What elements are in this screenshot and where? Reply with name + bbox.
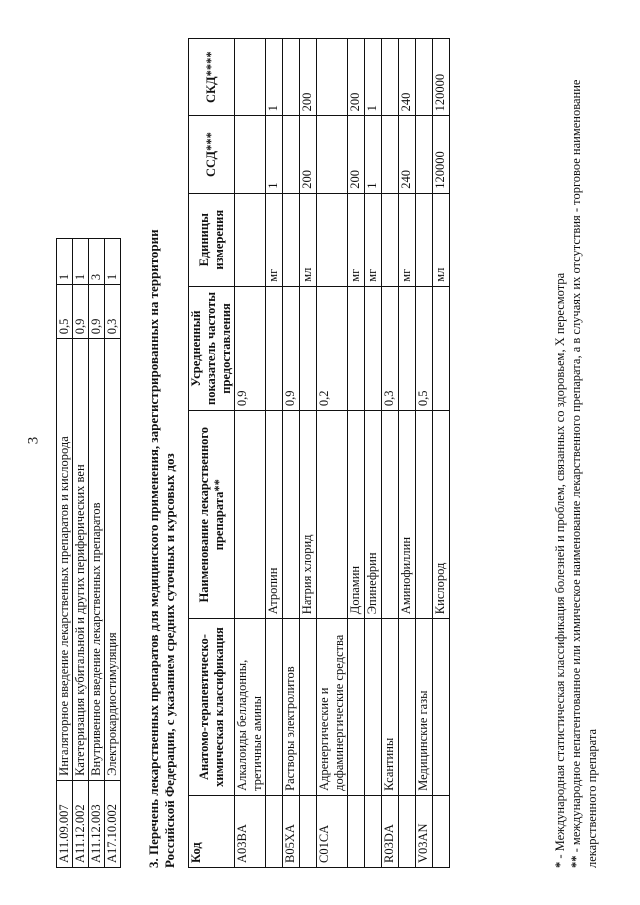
group-skd-empty	[317, 39, 348, 116]
drug-unit: мг	[266, 193, 283, 286]
header-code: Код	[189, 795, 235, 867]
group-drug-empty	[235, 411, 266, 619]
group-skd-empty	[283, 39, 300, 116]
drug-code-empty	[365, 795, 382, 867]
group-skd-empty	[235, 39, 266, 116]
service-frequency: 0,5	[57, 285, 73, 339]
service-row	[105, 239, 121, 868]
drug-name: Допамин	[348, 411, 365, 619]
drug-group-row	[317, 39, 348, 868]
drug-skd: 1	[266, 39, 283, 116]
group-code: R03DA	[382, 795, 399, 867]
drug-atc-empty	[433, 619, 450, 796]
group-frequency: 0,9	[283, 286, 300, 410]
group-code: C01CA	[317, 795, 348, 867]
footnote	[568, 48, 600, 868]
group-ssd-empty	[317, 116, 348, 193]
drugs-table	[188, 38, 450, 868]
drug-skd: 120000	[433, 39, 450, 116]
drugs-table-header-row	[189, 39, 235, 868]
drug-group-row	[235, 39, 266, 868]
drug-unit: мл	[433, 193, 450, 286]
drug-ssd: 240	[399, 116, 416, 193]
group-frequency: 0,2	[317, 286, 348, 410]
service-name: Электрокардиостимуляция	[105, 339, 121, 781]
group-ssd-empty	[235, 116, 266, 193]
header-skd: СКД****	[189, 39, 235, 116]
drug-frequency-empty	[433, 286, 450, 410]
group-frequency: 0,5	[416, 286, 433, 410]
drug-name: Кислород	[433, 411, 450, 619]
group-atc: Алкалоиды белладонны, третичные амины	[235, 619, 266, 796]
service-quantity: 1	[73, 239, 89, 285]
group-ssd-empty	[382, 116, 399, 193]
header-frequency: Усредненный показатель частоты предоставления	[189, 286, 235, 410]
service-row	[73, 239, 89, 868]
drug-atc-empty	[399, 619, 416, 796]
drug-unit: мл	[300, 193, 317, 286]
service-frequency: 0,3	[105, 285, 121, 339]
drug-ssd: 200	[300, 116, 317, 193]
drug-unit: мг	[365, 193, 382, 286]
drug-atc-empty	[348, 619, 365, 796]
service-name: Ингаляторное введение лекарственных препаратов и кислорода	[57, 339, 73, 781]
drug-ssd: 200	[348, 116, 365, 193]
drug-name: Эпинефрин	[365, 411, 382, 619]
drug-ssd: 1	[266, 116, 283, 193]
group-drug-empty	[416, 411, 433, 619]
rotated-page-content	[20, 38, 620, 868]
drug-ssd: 120000	[433, 116, 450, 193]
drug-code-empty	[300, 795, 317, 867]
drug-frequency-empty	[399, 286, 416, 410]
service-code: A11.12.002	[73, 780, 89, 867]
service-frequency: 0,9	[89, 285, 105, 339]
drug-atc-empty	[266, 619, 283, 796]
group-atc: Ксантины	[382, 619, 399, 796]
group-atc: Медицинские газы	[416, 619, 433, 796]
footnotes	[552, 48, 600, 868]
drug-atc-empty	[300, 619, 317, 796]
drug-group-row	[382, 39, 399, 868]
service-name: Катетеризация кубитальной и других периферических вен	[73, 339, 89, 781]
drug-row	[348, 39, 365, 868]
drug-skd: 1	[365, 39, 382, 116]
group-ssd-empty	[416, 116, 433, 193]
group-unit-empty	[382, 193, 399, 286]
group-code: A03BA	[235, 795, 266, 867]
drug-frequency-empty	[365, 286, 382, 410]
group-frequency: 0,9	[235, 286, 266, 410]
drug-code-empty	[399, 795, 416, 867]
drug-name: Аминофиллин	[399, 411, 416, 619]
service-frequency: 0,9	[73, 285, 89, 339]
service-quantity: 3	[89, 239, 105, 285]
drug-row	[266, 39, 283, 868]
drug-row	[365, 39, 382, 868]
drug-skd: 240	[399, 39, 416, 116]
service-row	[89, 239, 105, 868]
group-unit-empty	[283, 193, 300, 286]
drug-unit: мг	[348, 193, 365, 286]
section-3-heading: 3. Перечень лекарственных препаратов для медицинского применения, зарегистрированных на территории Российской Федерации, с указанием средних суточных и курсовых доз	[146, 229, 177, 868]
group-unit-empty	[235, 193, 266, 286]
service-row	[57, 239, 73, 868]
drug-skd: 200	[348, 39, 365, 116]
header-drug: Наименование лекарственного препарата**	[189, 411, 235, 619]
drug-atc-empty	[365, 619, 382, 796]
drug-row	[399, 39, 416, 868]
footnote	[552, 48, 568, 868]
group-skd-empty	[416, 39, 433, 116]
group-unit-empty	[317, 193, 348, 286]
drug-frequency-empty	[348, 286, 365, 410]
header-atc: Анатомо-терапевтическо-химическая классификация	[189, 619, 235, 796]
service-name: Внутривенное введение лекарственных препаратов	[89, 339, 105, 781]
service-code: A11.12.003	[89, 780, 105, 867]
service-quantity: 1	[57, 239, 73, 285]
header-unit: Единицы измерения	[189, 193, 235, 286]
service-quantity: 1	[105, 239, 121, 285]
group-drug-empty	[317, 411, 348, 619]
drug-frequency-empty	[300, 286, 317, 410]
group-atc: Растворы электролитов	[283, 619, 300, 796]
header-ssd: ССД***	[189, 116, 235, 193]
drug-group-row	[416, 39, 433, 868]
group-ssd-empty	[283, 116, 300, 193]
group-drug-empty	[283, 411, 300, 619]
group-frequency: 0,3	[382, 286, 399, 410]
service-code: A11.09.007	[57, 780, 73, 867]
footnote-mark: *	[553, 861, 567, 868]
drug-skd: 200	[300, 39, 317, 116]
group-skd-empty	[382, 39, 399, 116]
drug-code-empty	[348, 795, 365, 867]
group-drug-empty	[382, 411, 399, 619]
page-number: 3	[25, 436, 42, 445]
drug-code-empty	[266, 795, 283, 867]
drug-unit: мг	[399, 193, 416, 286]
footnote-text: - международное непатентованное или химическое наименование лекарственного препарата, а в случаях их отсутствия - торговое наименование лекарственного препарата	[569, 79, 599, 868]
drug-row	[300, 39, 317, 868]
drug-group-row	[283, 39, 300, 868]
group-unit-empty	[416, 193, 433, 286]
drug-code-empty	[433, 795, 450, 867]
services-table	[56, 238, 121, 868]
drug-frequency-empty	[266, 286, 283, 410]
drug-name: Атропин	[266, 411, 283, 619]
group-atc: Адренергические и дофаминергические средства	[317, 619, 348, 796]
group-code: B05XA	[283, 795, 300, 867]
group-code: V03AN	[416, 795, 433, 867]
service-code: A17.10.002	[105, 780, 121, 867]
footnote-mark: **	[569, 855, 583, 868]
footnote-text: - Международная статистическая классификация болезней и проблем, связанных со здоровьем, X пересмотра	[553, 272, 567, 862]
drug-row	[433, 39, 450, 868]
drug-name: Натрия хлорид	[300, 411, 317, 619]
drug-ssd: 1	[365, 116, 382, 193]
